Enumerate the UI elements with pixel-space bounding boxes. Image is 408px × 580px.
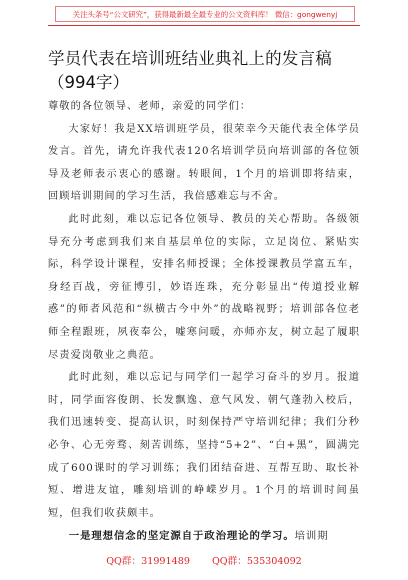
header-banner: 关注头条号“公文研究”，获得最新最全最专业的公文资料库！ 微信：gongwenyj	[55, 6, 355, 22]
header-divider	[48, 25, 360, 26]
section-heading: 一是理想信念的坚定源自于政治理论的学习。	[68, 530, 295, 543]
footer	[0, 553, 408, 567]
document-title: 学员代表在培训班结业典礼上的发言稿	[48, 49, 332, 68]
section-lead	[48, 525, 360, 548]
paragraph: 大家好！我是XX培训班学员，很荣幸今天能代表全体学员发言。首先，请允许我代表120名培训学员向培训部的各位领导及老师表示衷心的感谢。转眼间，1个月的培训即将结束，回顾培训期间的学习生活，我倍感难忘与不舍。	[48, 123, 360, 203]
greeting: 尊敬的各位领导、老师，亲爱的同学们：	[48, 101, 252, 112]
footer-qq-group-2: QQ群：535304092	[211, 556, 302, 567]
paragraph: 此时此刻，难以忘记各位领导、教员的关心帮助。各级领导充分考虑到我们来自基层单位的实际，立足岗位、紧贴实际，科学设计课程，安排名师授课；全体授课教员学富五车，身经百战，旁征博引，妙语连珠，充分彰显出“传道授业解惑”的师者风范和“纵横古今中外”的战略视野；培训部各位老师全程跟班，夙夜奉公，嘘寒问暖，亦师亦友，树立起了履职尽责爱岗敬业之典范。	[48, 213, 360, 361]
document-word-count: （994字）	[48, 73, 129, 92]
footer-qq-group-1: QQ群：31991489	[106, 556, 190, 567]
section-lead-rest: 培训期	[294, 530, 329, 543]
document-body	[48, 96, 360, 548]
paragraph: 此时此刻，难以忘记与同学们一起学习奋斗的岁月。报道时，同学面容俊朗、长发飘逸、意气风发、朝气蓬勃入校后，我们迅速转变、提高认识，时刻保持严守培训纪律；我们分秒必争、心无旁骛、刻苦训练，坚持“5+2”、“白+黑”，圆满完成了600课时的学习训练；我们团结奋进、互帮互助、取长补短、增进友谊，雕刻培训的峥嵘岁月。1个月的培训时间虽短，但我们收获颇丰。	[48, 372, 360, 519]
